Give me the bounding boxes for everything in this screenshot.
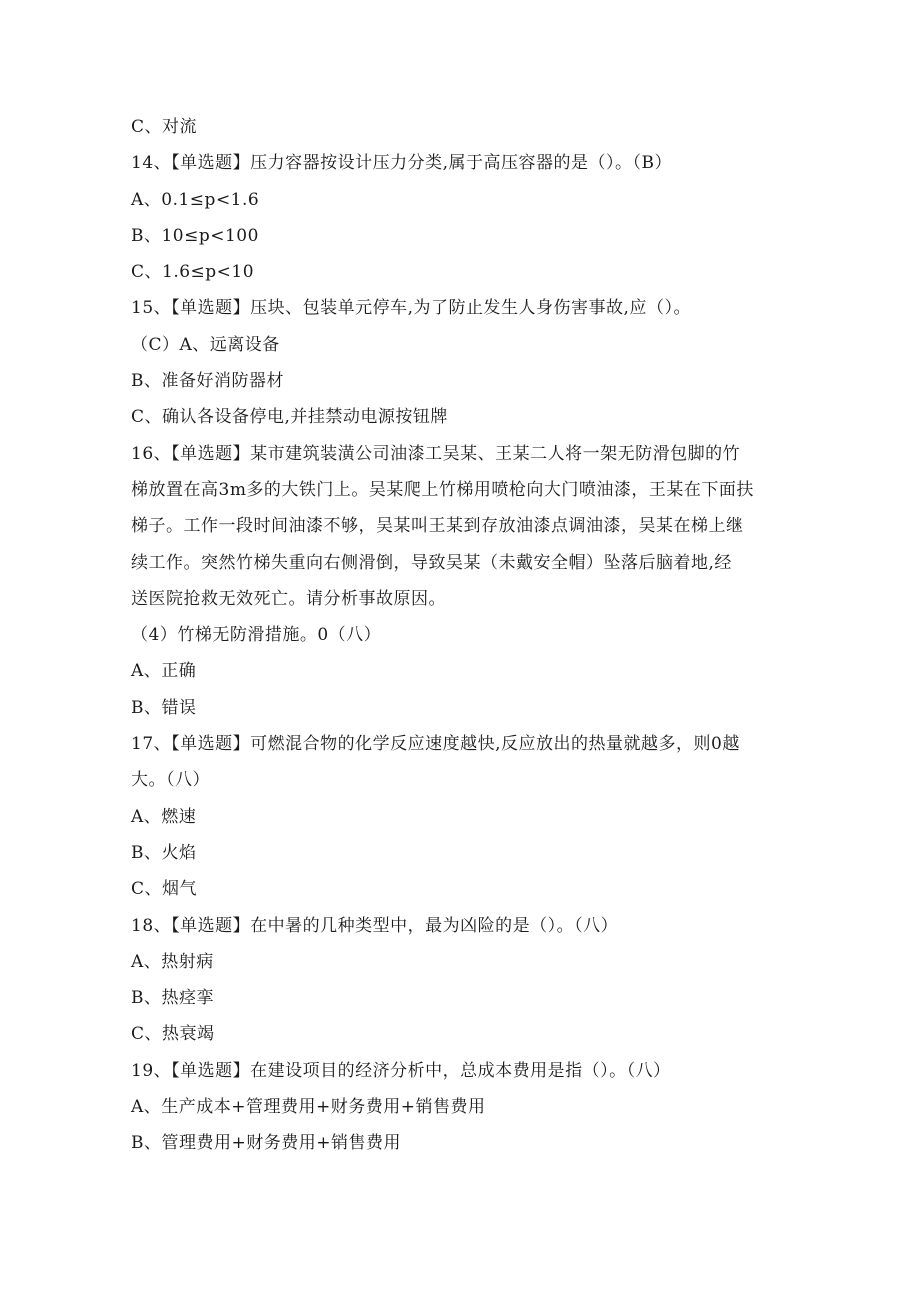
- option-line: A、燃速: [131, 806, 197, 827]
- question-17-line: 17、【单选题】可燃混合物的化学反应速度越快,反应放出的热量就越多，则0越: [131, 734, 740, 755]
- question-16-line: 续工作。突然竹梯失重向右侧滑倒，导致吴某（未戴安全帽）坠落后脑着地,经: [131, 552, 732, 573]
- option-line: A、0.1≤p<1.6: [131, 189, 260, 210]
- option-line: C、对流: [131, 117, 198, 137]
- question-19-line: 19、【单选题】在建设项目的经济分析中，总成本费用是指（）。（八）: [131, 1060, 671, 1081]
- option-line: B、热痉挛: [131, 988, 214, 1009]
- question-14-line: 14、【单选题】压力容器按设计压力分类,属于高压容器的是（）。（B）: [131, 153, 673, 174]
- option-line: B、火焰: [131, 842, 197, 863]
- option-line: C、1.6≤p<10: [131, 262, 255, 283]
- option-line: B、错误: [131, 697, 197, 718]
- option-line: A、热射病: [131, 951, 214, 972]
- document-body: [131, 109, 791, 1162]
- option-line: C、烟气: [131, 879, 198, 900]
- question-17-line: 大。（八）: [131, 770, 210, 791]
- option-line: C、热衰竭: [131, 1024, 215, 1045]
- question-18-line: 18、【单选题】在中暑的几种类型中，最为凶险的是（）。（八）: [131, 915, 619, 936]
- option-line: A、生产成本+管理费用+财务费用+销售费用: [131, 1097, 486, 1118]
- option-line: A、正确: [131, 661, 197, 682]
- question-16-line: 送医院抢救无效死亡。请分析事故原因。: [131, 588, 446, 609]
- question-16-line: 16、【单选题】某市建筑装潢公司油漆工吴某、王某二人将一架无防滑包脚的竹: [131, 443, 741, 464]
- option-line: B、准备好消防器材: [131, 371, 284, 392]
- option-line: C、确认各设备停电,并挂禁动电源按钮牌: [131, 407, 448, 428]
- sub-question-line: （4）竹梯无防滑措施。0（八）: [131, 625, 382, 646]
- question-15-line: 15、【单选题】压块、包装单元停车,为了防止发生人身伤害事故,应（）。: [131, 298, 691, 319]
- option-line: B、管理费用+财务费用+销售费用: [131, 1133, 401, 1154]
- option-line: （C）A、远离设备: [131, 334, 280, 355]
- question-16-line: 梯子。工作一段时间油漆不够，吴某叫王某到存放油漆点调油漆，吴某在梯上继: [131, 516, 744, 537]
- question-16-line: 梯放置在高3m多的大铁门上。吴某爬上竹梯用喷枪向大门喷油漆，王某在下面扶: [131, 479, 754, 500]
- option-line: B、10≤p<100: [131, 225, 259, 246]
